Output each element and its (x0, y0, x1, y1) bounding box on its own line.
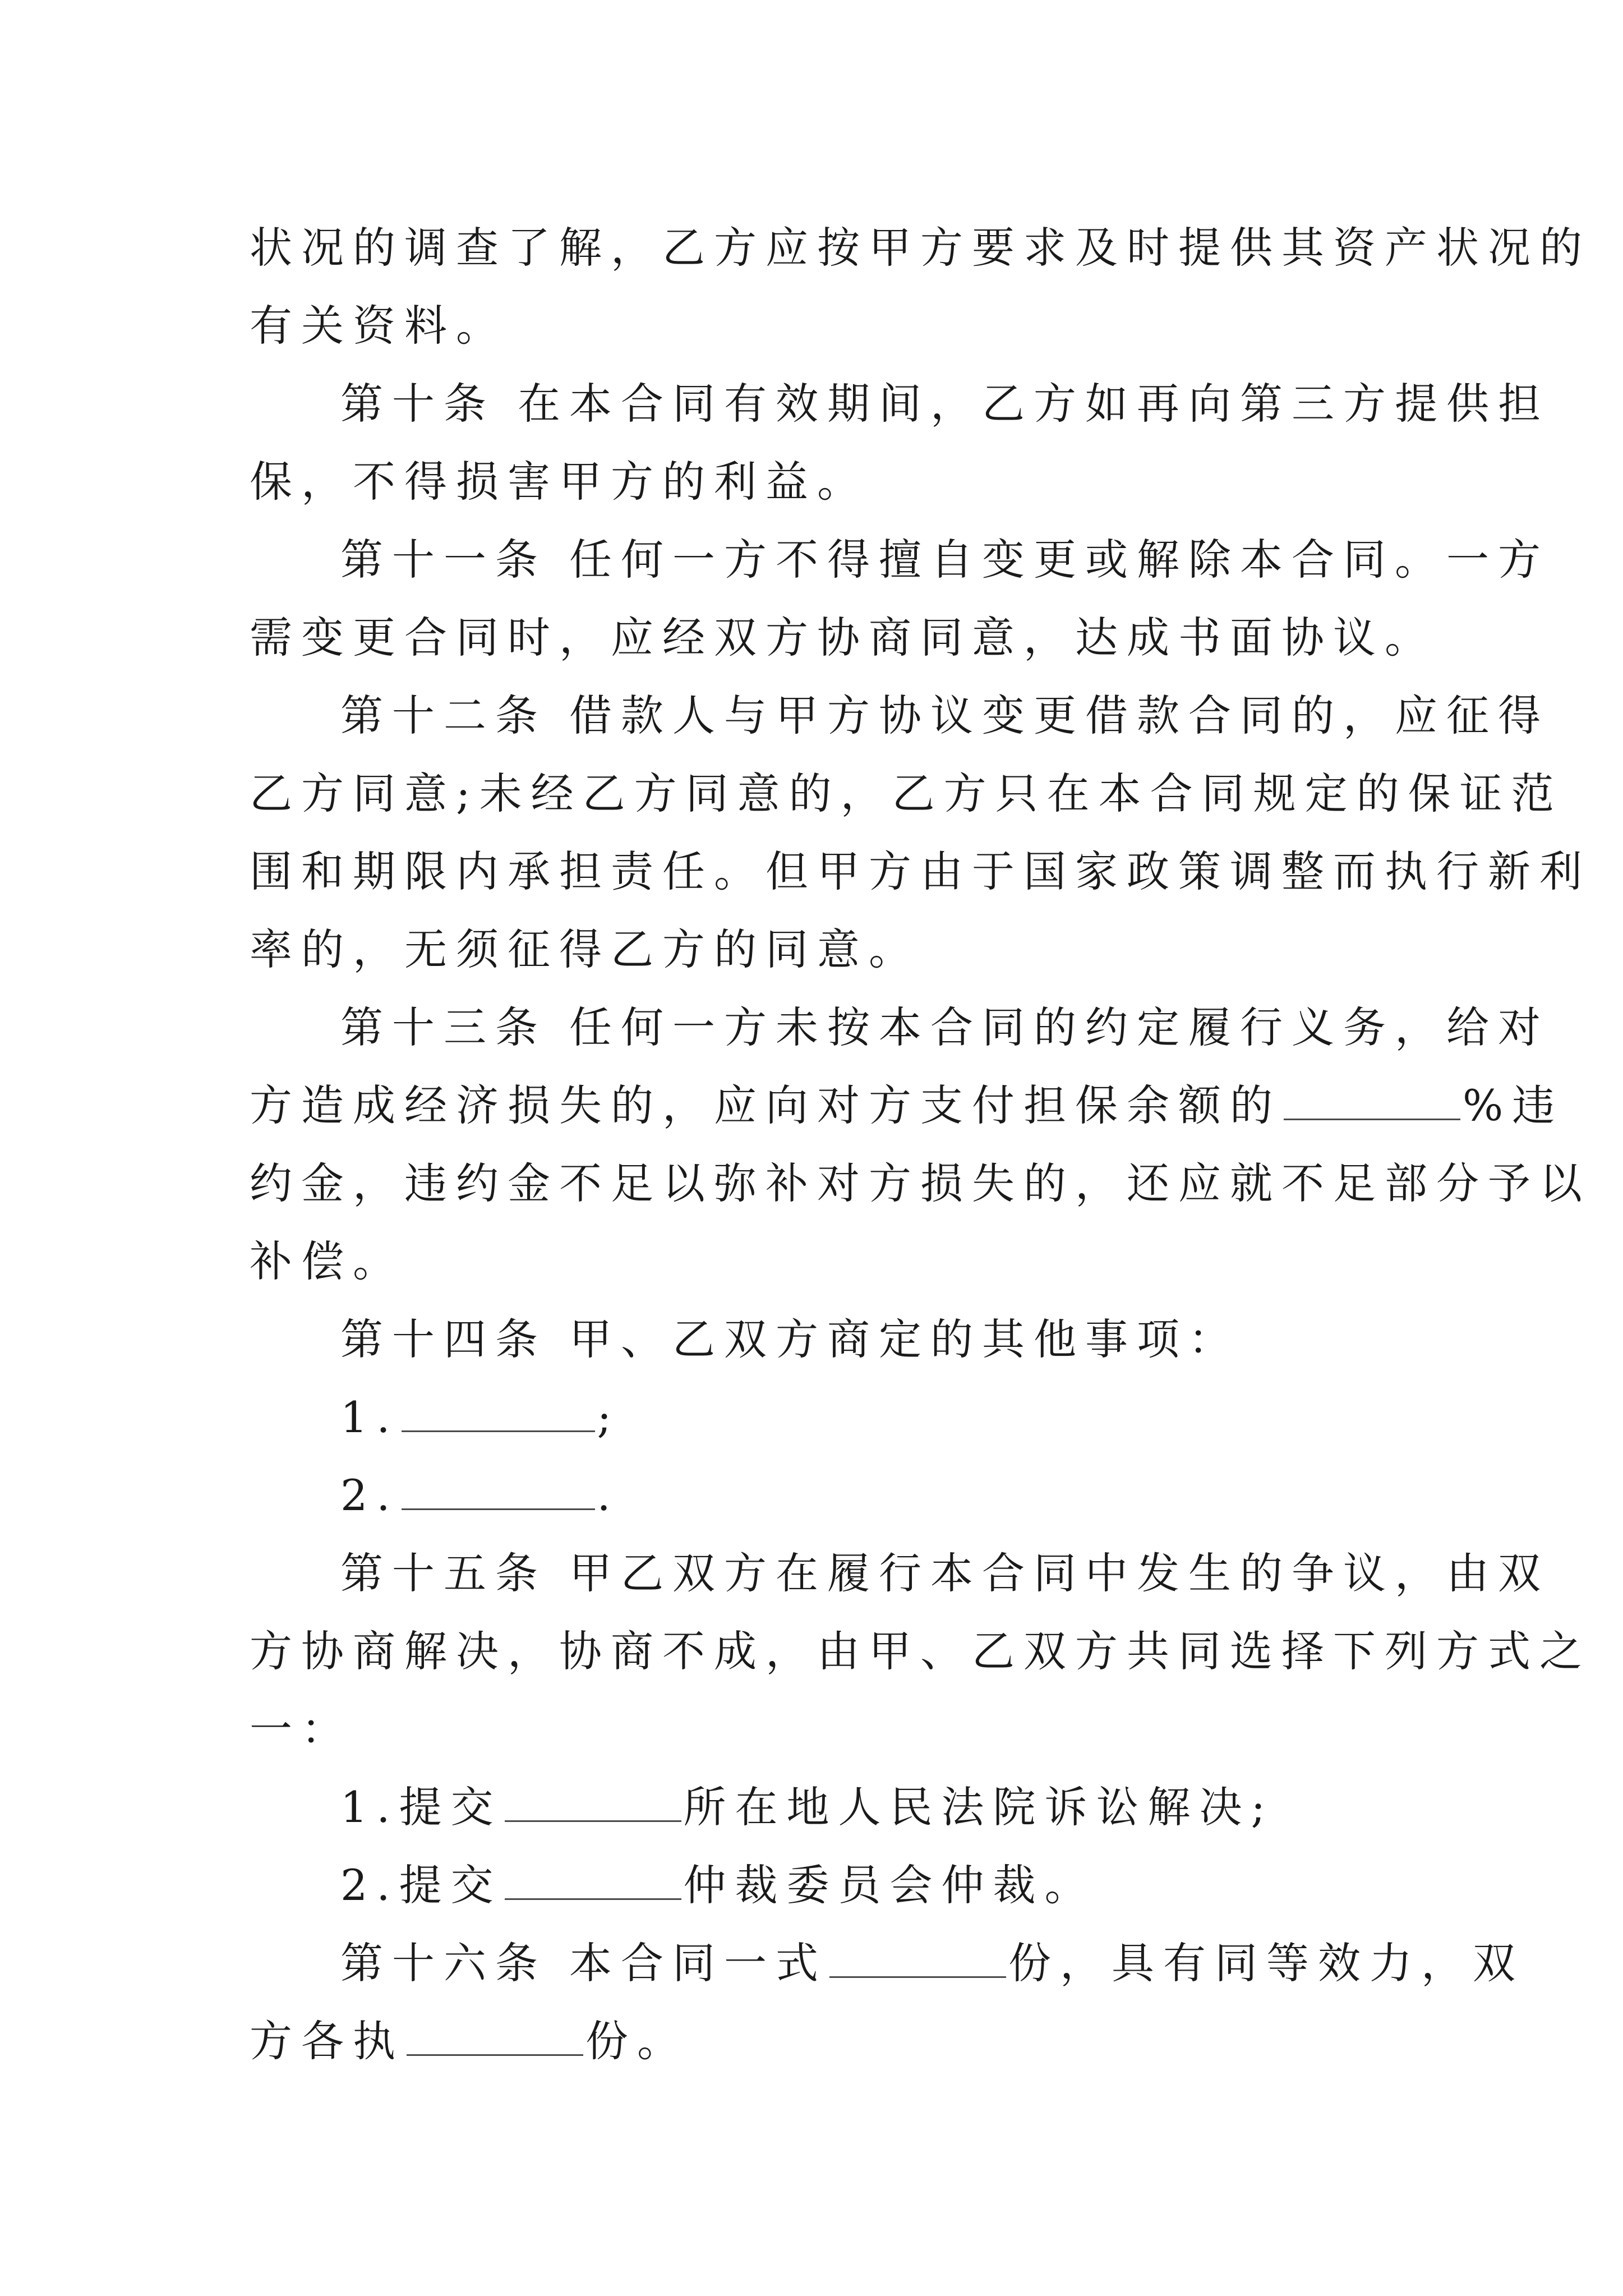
text-line (250, 1378, 1377, 1456)
list-item-text: 2. (340, 1470, 399, 1520)
text-line (250, 1768, 1377, 1846)
paragraph-text: %违 (1463, 1080, 1564, 1130)
text-line (250, 1612, 1591, 1690)
article-line (250, 521, 1550, 599)
article-text: 份，具有同等效力，双 (1008, 1938, 1524, 1988)
article-text: 在本合同有效期间，乙方如再向第三方提供担 (518, 379, 1550, 429)
text-line (250, 287, 1377, 365)
paragraph-text: 补偿。 (250, 1236, 404, 1286)
paragraph-text: 份。 (585, 2016, 689, 2066)
fill-in-blank[interactable] (829, 1941, 1006, 1978)
list-item-text: 1. (340, 1392, 399, 1442)
article-number: 第十二条 (340, 691, 547, 740)
paragraph-text: 乙方同意;未经乙方同意的，乙方只在本合同规定的保证范 (250, 769, 1563, 818)
paragraph-text: 有关资料。 (250, 301, 508, 351)
fill-in-blank[interactable] (1284, 1084, 1460, 1120)
article-text: 借款人与甲方协议变更借款合同的，应征得 (569, 691, 1550, 740)
fill-in-blank[interactable] (505, 1786, 681, 1822)
text-line (250, 1924, 1524, 2002)
text-line (250, 2002, 1377, 2080)
text-line (250, 1066, 1564, 1144)
article-number: 第十三条 (340, 1002, 547, 1052)
article-line (250, 677, 1550, 754)
text-line (250, 209, 1591, 287)
text-line (250, 1144, 1591, 1222)
paragraph-text: 保，不得损害甲方的利益。 (250, 457, 869, 507)
paragraph-text: 约金，违约金不足以弥补对方损失的，还应就不足部分予以 (250, 1158, 1591, 1208)
paragraph-text: 需变更合同时，应经双方协商同意，达成书面协议。 (250, 613, 1436, 662)
article-number: 第十条 (340, 379, 495, 429)
article-text: 任何一方不得擅自变更或解除本合同。一方 (569, 535, 1550, 585)
text-line (250, 910, 1377, 988)
text-line (250, 599, 1436, 677)
text-line (250, 1846, 1377, 1924)
paragraph-text: 率的，无须征得乙方的同意。 (250, 924, 920, 974)
list-item-text: 仲裁委员会仲裁。 (683, 1860, 1096, 1910)
article-text: 甲、乙双方商定的其他事项： (569, 1314, 1240, 1364)
article-line (250, 1534, 1550, 1612)
fill-in-blank[interactable] (402, 1474, 595, 1510)
article-number: 第十四条 (340, 1314, 547, 1364)
paragraph-text: 一： (250, 1704, 353, 1754)
article-number: 第十一条 (340, 535, 547, 585)
text-line (250, 1222, 1377, 1300)
text-line (250, 754, 1563, 832)
article-line (250, 988, 1550, 1066)
list-item-text: ; (597, 1392, 621, 1442)
text-line (250, 1456, 1377, 1534)
text-line (250, 832, 1591, 910)
article-number: 第十五条 (340, 1548, 547, 1598)
paragraph-text: 状况的调查了解，乙方应按甲方要求及时提供其资产状况的 (250, 223, 1591, 273)
paragraph-text: 方造成经济损失的，应向对方支付担保余额的 (250, 1080, 1281, 1130)
article-line (250, 1300, 1377, 1378)
article-number: 第十六条 (340, 1938, 547, 1988)
fill-in-blank[interactable] (402, 1396, 595, 1432)
paragraph-text: 方各执 (250, 2016, 404, 2066)
list-item-text: 1.提交 (340, 1782, 502, 1832)
article-text: 任何一方未按本合同的约定履行义务，给对 (569, 1002, 1550, 1052)
list-item-text: . (597, 1470, 620, 1520)
paragraph-text: 方协商解决，协商不成，由甲、乙双方共同选择下列方式之 (250, 1626, 1591, 1676)
paragraph-text: 围和期限内承担责任。但甲方由于国家政策调整而执行新利 (250, 846, 1591, 896)
list-item-text: 2.提交 (340, 1860, 502, 1910)
text-line (250, 1690, 1377, 1768)
text-line (250, 443, 1377, 521)
article-text: 本合同一式 (569, 1938, 827, 1988)
fill-in-blank[interactable] (505, 1864, 681, 1900)
article-text: 甲乙双方在履行本合同中发生的争议，由双 (569, 1548, 1550, 1598)
article-line (250, 365, 1550, 443)
contract-text (250, 209, 1591, 2080)
fill-in-blank[interactable] (407, 2019, 583, 2056)
list-item-text: 所在地人民法院诉讼解决; (683, 1782, 1275, 1832)
